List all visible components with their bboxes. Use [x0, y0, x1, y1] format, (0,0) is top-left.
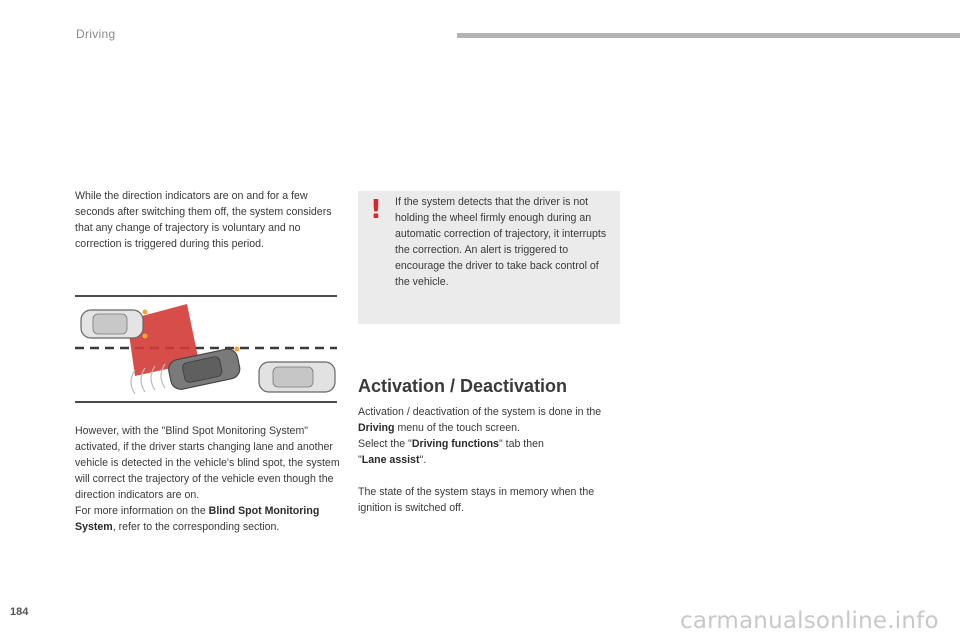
warning-box — [358, 191, 620, 324]
lane-change-illustration — [75, 292, 337, 404]
driving-menu-label: Driving — [358, 422, 395, 434]
memory-paragraph: The state of the system stays in memory when the ignition is switched off. — [358, 486, 595, 514]
page-number: 184 — [10, 606, 29, 618]
blind-spot-link-text: Blind Spot Monitoring System — [75, 505, 320, 533]
header-divider — [457, 33, 960, 38]
indicator-paragraph: While the direction indicators are on and for a few seconds after switching them off, the system considers that any change of trajectory is voluntary and no correction is triggered during this period. — [75, 190, 332, 250]
blind-spot-text: However, with the "Blind Spot Monitoring System" activated, if the driver starts changing lane and another vehicle is detected in the vehicle's blind spot, the system will correct the trajectory of the vehicle even though the direction indicators are on. — [75, 425, 340, 501]
warning-text: If the system detects that the driver is not holding the wheel firmly enough during an automatic correction of trajectory, it interrupts the correction. An alert is triggered to encourage the driver to take back control of the vehicle. — [395, 196, 607, 288]
select-prefix: Select the " — [358, 438, 412, 450]
activation-heading: Activation / Deactivation — [358, 376, 568, 396]
activation-paragraph — [358, 404, 620, 468]
driving-functions-tab-label: Driving functions — [411, 438, 499, 450]
exclamation-icon: ! — [370, 195, 382, 225]
blind-spot-paragraph — [75, 423, 345, 535]
option-suffix: ". — [419, 454, 427, 466]
watermark: carmanualsonline.info — [680, 608, 939, 634]
menu-suffix: menu of the touch screen. — [394, 422, 520, 434]
quote-open: " — [358, 454, 362, 466]
lane-assist-label: Lane assist — [361, 454, 420, 466]
tab-suffix: " tab then — [498, 438, 544, 450]
activation-intro: Activation / deactivation of the system is done in the — [358, 406, 602, 418]
section-title: Driving — [76, 27, 116, 41]
more-info-suffix: , refer to the corresponding section. — [112, 521, 280, 533]
indicator-light-icon — [143, 310, 148, 315]
more-info-prefix: For more information on the — [75, 505, 209, 517]
